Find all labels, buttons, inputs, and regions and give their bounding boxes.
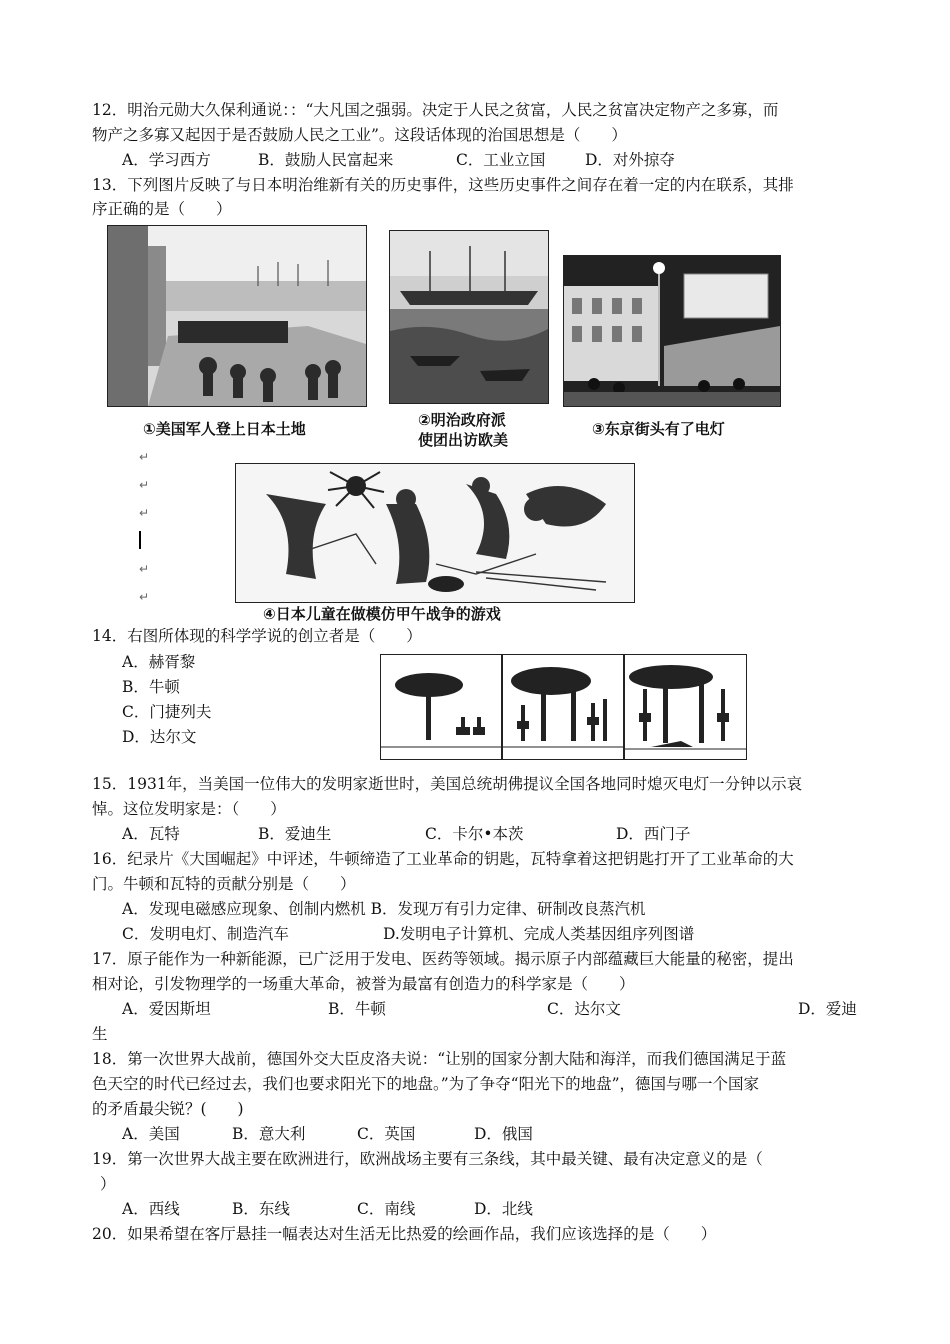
paragraph-mark: ↵	[139, 590, 150, 604]
q16-option-c: C．发明电灯、制造汽车	[122, 925, 289, 943]
q16-option-d: D.发明电子计算机、完成人类基因组序列图谱	[383, 925, 695, 943]
q18-stem-line2: 色天空的时代已经过去，我们也要求阳光下的地盘。”为了争夺“阳光下的地盘”，德国与哪一个国家	[92, 1075, 760, 1093]
photo-landing-scene	[108, 226, 366, 406]
q18-option-b: B．意大利	[232, 1125, 306, 1143]
caption-image-2-line1: ②明治政府派	[418, 411, 506, 429]
q17-stem-line2: 相对论，引发物理学的一场重大革命，被誉为最富有创造力的科学家是（ ）	[92, 975, 635, 993]
q17-option-a: A．爱因斯坦	[122, 1000, 211, 1018]
image-us-soldiers-landing	[107, 225, 367, 407]
q16-stem-line1: 16．纪录片《大国崛起》中评述，牛顿缔造了工业革命的钥匙，瓦特拿着这把钥匙打开了工业革命的大	[92, 850, 794, 868]
q15-option-d: D．西门子	[616, 825, 691, 843]
caption-image-4: ④日本儿童在做模仿甲午战争的游戏	[263, 605, 501, 623]
q15-option-a: A．瓦特	[122, 825, 180, 843]
q19-stem-line1: 19．第一次世界大战主要在欧洲进行，欧洲战场主要有三条线，其中最关键、最有决定意义的是（	[92, 1150, 763, 1168]
caption-image-2-line2: 使团出访欧美	[418, 431, 509, 449]
q17-option-d-wrap: 生	[92, 1025, 108, 1043]
paragraph-mark: ↵	[139, 478, 150, 492]
q15-option-c: C．卡尔•本茨	[425, 825, 524, 843]
q18-option-d: D．俄国	[474, 1125, 533, 1143]
image-giraffe-evolution	[380, 654, 747, 760]
q16-option-ab: A．发现电磁感应现象、创制内燃机 B．发现万有引力定律、研制改良蒸汽机	[122, 900, 646, 918]
paragraph-mark: ↵	[139, 450, 150, 464]
q15-stem-line1: 15．1931年，当美国一位伟大的发明家逝世时，美国总统胡佛提议全国各地同时熄灭电灯一分钟以示哀	[92, 775, 803, 793]
paragraph-mark: ↵	[139, 506, 150, 520]
q12-option-c: C．工业立国	[456, 151, 546, 169]
paragraph-mark: ↵	[139, 562, 150, 576]
caption-image-3: ③东京街头有了电灯	[592, 420, 725, 438]
q17-option-b: B．牛顿	[328, 1000, 386, 1018]
q15-stem-line2: 悼。这位发明家是：（ ）	[92, 800, 286, 818]
q14-option-a: A．赫胥黎	[122, 653, 196, 671]
caption-image-1: ①美国军人登上日本土地	[143, 420, 306, 438]
text-cursor	[139, 531, 141, 549]
drawing-giraffe-panels	[381, 655, 746, 759]
q18-stem-line1: 18．第一次世界大战前，德国外交大臣皮洛夫说：“让别的国家分割大陆和海洋，而我们德国满足于蓝	[92, 1050, 787, 1068]
q18-option-a: A．美国	[122, 1125, 180, 1143]
q13-stem-line2: 序正确的是（ ）	[92, 200, 232, 218]
q13-stem-line1: 13．下列图片反映了与日本明治维新有关的历史事件，这些历史事件之间存在着一定的内在联系，其排	[92, 176, 794, 194]
photo-street-scene	[564, 256, 780, 406]
q12-option-d: D．对外掠夺	[585, 151, 675, 169]
q14-option-c: C．门捷列夫	[122, 703, 212, 721]
image-mission-ship	[389, 230, 549, 404]
q12-stem-line2: 物产之多寡又起因于是否鼓励人民之工业”。这段话体现的治国思想是（ ）	[92, 126, 627, 144]
photo-ship-scene	[390, 231, 548, 403]
image-children-war-game	[235, 463, 635, 603]
q19-stem-line2: ）	[100, 1175, 116, 1193]
q12-stem-line1: 12．明治元勋大久保利通说：：“大凡国之强弱。决定于人民之贫富，人民之贫富决定物产之多寡，而	[92, 101, 779, 119]
q18-stem-line3: 的矛盾最尖锐？( )	[92, 1100, 244, 1118]
q19-option-b: B．东线	[232, 1200, 290, 1218]
q14-option-b: B．牛顿	[122, 678, 180, 696]
q15-option-b: B．爱迪生	[258, 825, 332, 843]
q16-stem-line2: 门。牛顿和瓦特的贡献分别是（ ）	[92, 875, 356, 893]
q14-stem: 14．右图所体现的科学学说的创立者是（ ）	[92, 627, 422, 645]
q17-option-d: D．爱迪	[798, 1000, 857, 1018]
q20-stem: 20．如果希望在客厅悬挂一幅表达对生活无比热爱的绘画作品，我们应该选择的是（ ）	[92, 1225, 717, 1243]
drawing-war-game	[236, 464, 634, 602]
q12-option-a: A．学习西方	[122, 151, 211, 169]
q19-option-d: D．北线	[474, 1200, 533, 1218]
q17-option-c: C．达尔文	[547, 1000, 621, 1018]
q17-stem-line1: 17．原子能作为一种新能源，已广泛用于发电、医药等领域。揭示原子内部蕴藏巨大能量的秘密，提出	[92, 950, 794, 968]
q14-option-d: D．达尔文	[122, 728, 197, 746]
q19-option-c: C．南线	[357, 1200, 416, 1218]
q12-option-b: B．鼓励人民富起来	[258, 151, 394, 169]
image-tokyo-street-lights	[563, 255, 781, 407]
q18-option-c: C．英国	[357, 1125, 416, 1143]
q19-option-a: A．西线	[122, 1200, 180, 1218]
